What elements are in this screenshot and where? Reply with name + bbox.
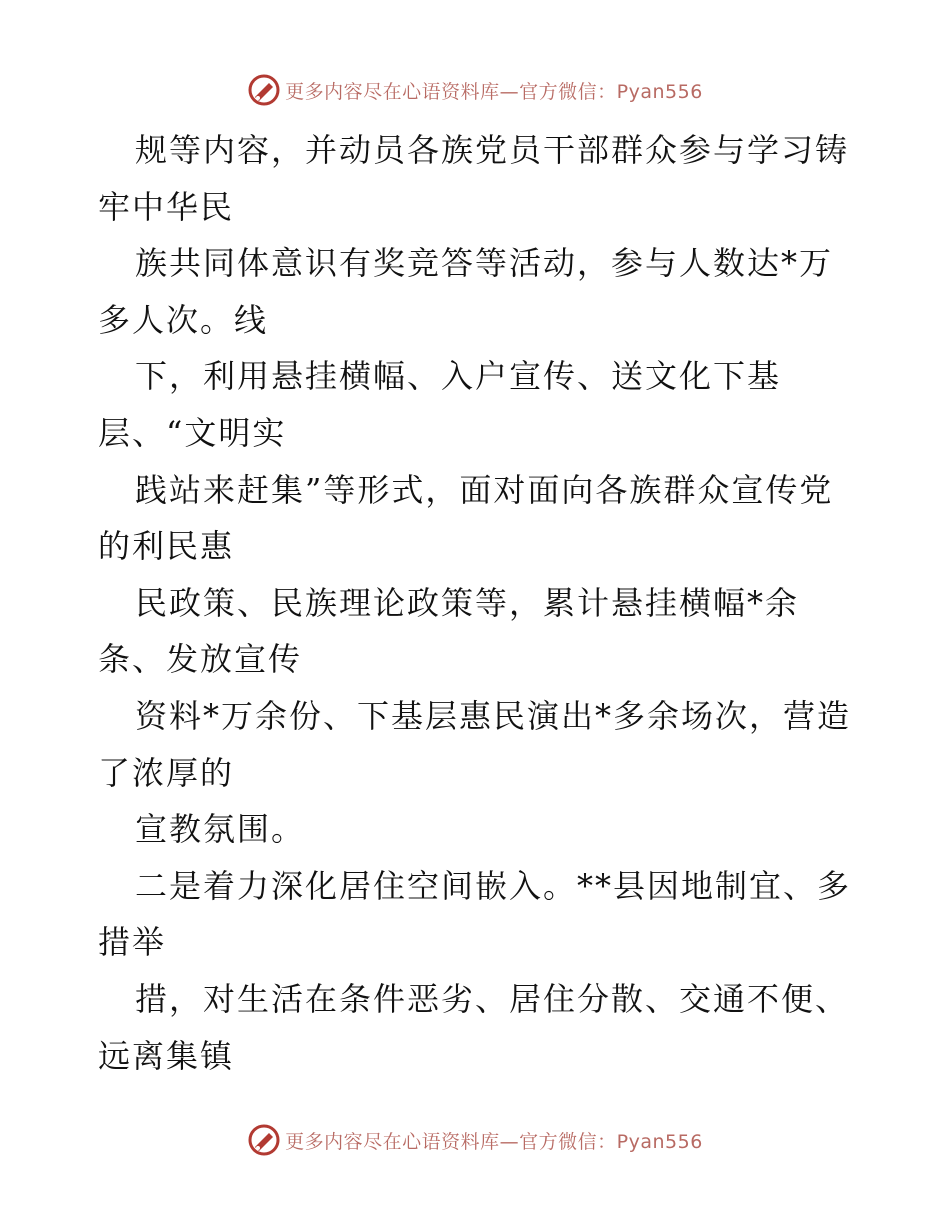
pen-nib-logo-icon [247,73,281,107]
body-line-8: 的利民惠 [98,527,235,566]
header-banner-text: 更多内容尽在心语资料库—官方微信：Pyan556 [285,80,703,103]
footer-banner-text: 更多内容尽在心语资料库—官方微信：Pyan556 [285,1130,703,1153]
body-line-5: 下，利用悬挂横幅、入户宣传、送文化下基 [135,357,782,396]
document-body [98,122,858,1084]
footer-banner [0,1120,950,1160]
body-line-13: 宣教氛围。 [135,810,306,849]
body-line-9: 民政策、民族理论政策等，累计悬挂横幅*余 [135,583,800,622]
body-line-14: 二是着力深化居住空间嵌入。**县因地制宜、多 [135,866,852,905]
body-line-16: 措，对生活在条件恶劣、居住分散、交通不便、 [135,979,850,1018]
body-line-3: 族共同体意识有奖竞答等活动，参与人数达*万 [135,244,834,283]
body-line-1: 规等内容，并动员各族党员干部群众参与学习铸 [135,131,850,169]
body-line-11: 资料*万余份、下基层惠民演出*多余场次，营造 [135,696,852,735]
body-line-7: 践站来赶集”等形式，面对面向各族群众宣传党 [135,470,834,509]
body-line-6: 层、“文明实 [98,413,287,452]
header-banner [0,70,950,110]
body-line-2: 牢中华民 [98,187,235,226]
body-line-15: 措举 [98,923,167,962]
body-line-17: 远离集镇 [98,1036,235,1075]
pen-nib-logo-icon [247,1123,281,1157]
body-line-4: 多人次。线 [98,300,269,339]
body-line-10: 条、发放宣传 [98,640,303,679]
body-line-12: 了浓厚的 [98,753,235,792]
